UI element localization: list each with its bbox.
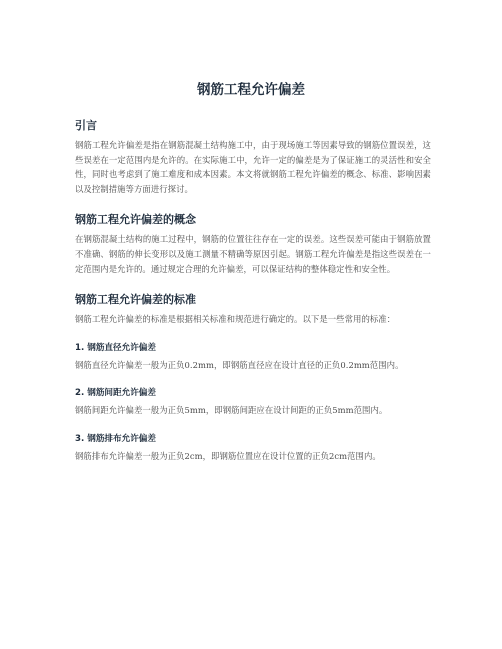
subsection-diameter	[75, 341, 431, 373]
subsection-paragraph-spacing: 钢筋间距允许偏差一般为正负5mm，即钢筋间距应在设计间距的正负5mm范围内。	[75, 405, 388, 416]
section-heading-concept: 钢筋工程允许偏差的概念	[75, 213, 196, 227]
subsection-heading-spacing: 2. 钢筋间距允许偏差	[75, 388, 156, 399]
subsection-paragraph-layout: 钢筋排布允许偏差一般为正负2cm，即钢筋位置应在设计位置的正负2cm范围内。	[75, 450, 381, 461]
section-paragraph-concept: 在钢筋混凝土结构的施工过程中，钢筋的位置往往存在一定的误差。这些误差可能由于钢筋放置不准确、钢筋的伸长变形以及施工测量不精确等原因引起。钢筋工程允许偏差是指这些误差在一定范围内是允许的。通过规定合理的允许偏差，可以保证结构的整体稳定性和安全性。	[75, 234, 431, 274]
document-body	[75, 118, 431, 464]
subsection-spacing	[75, 386, 431, 418]
section-introduction	[75, 118, 431, 196]
section-heading-introduction: 引言	[75, 119, 97, 132]
section-heading-standards: 钢筋工程允许偏差的标准	[75, 293, 196, 307]
subsection-layout	[75, 432, 431, 464]
subsection-paragraph-diameter: 钢筋直径允许偏差一般为正负0.2mm，即钢筋直径应在设计直径的正负0.2mm范围内。	[75, 359, 404, 370]
section-paragraph-standards: 钢筋工程允许偏差的标准是根据相关标准和规范进行确定的。以下是一些常用的标准：	[75, 314, 396, 325]
subsection-heading-layout: 3. 钢筋排布允许偏差	[75, 433, 156, 444]
document-title: 钢筋工程允许偏差	[197, 82, 305, 98]
section-concept	[75, 212, 431, 276]
section-standards	[75, 292, 431, 327]
subsection-heading-diameter: 1. 钢筋直径允许偏差	[75, 342, 156, 353]
section-paragraph-introduction: 钢筋工程允许偏差是指在钢筋混凝土结构施工中，由于现场施工等因素导致的钢筋位置误差，这些误差在一定范围内是允许的。在实际施工中，允许一定的偏差是为了保证施工的灵活性和安全性，同时也考虑到了施工难度和成本因素。本文将就钢筋工程允许偏差的概念、标准、影响因素以及控制措施等方面进行探讨。	[75, 140, 431, 194]
